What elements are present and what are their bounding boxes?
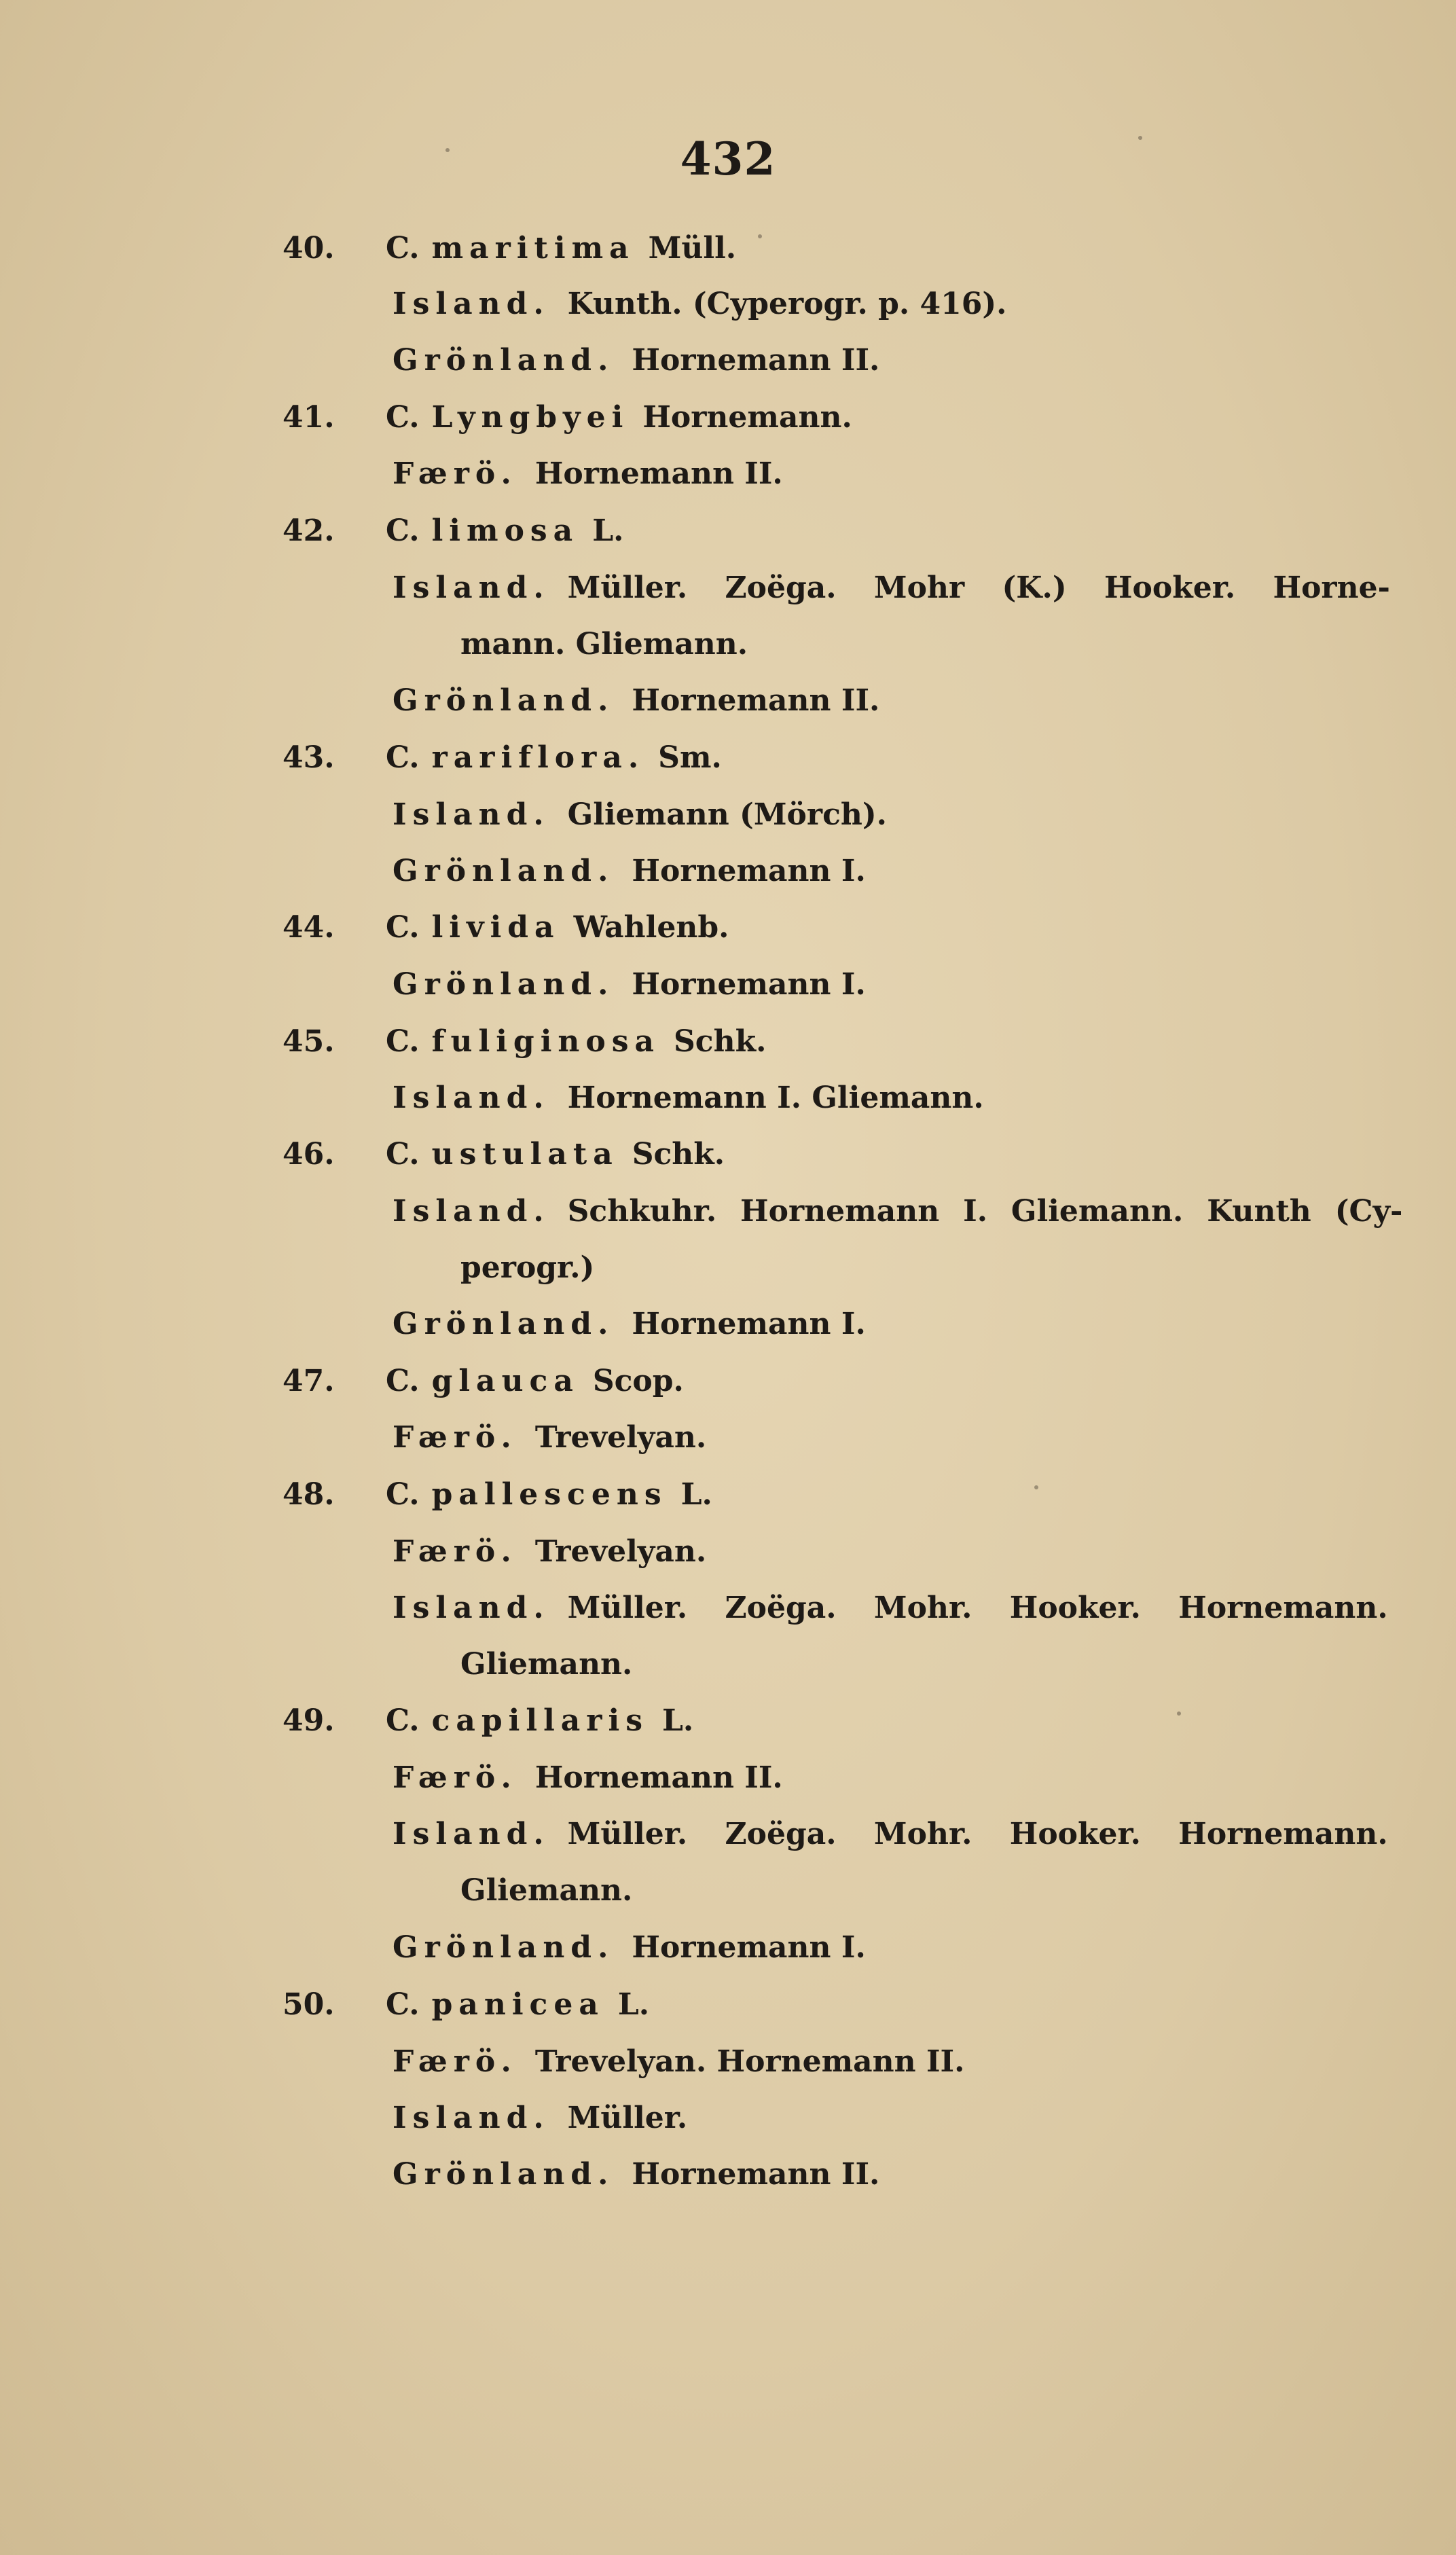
region-name: Island. bbox=[393, 287, 550, 321]
species-name-line bbox=[386, 511, 623, 551]
locality-record bbox=[393, 1814, 1388, 1855]
entry-number: 45. bbox=[283, 1024, 335, 1059]
citation-continuation: mann. Gliemann. bbox=[460, 627, 748, 662]
page-number: 432 bbox=[680, 132, 776, 185]
locality-record bbox=[393, 1191, 1402, 1232]
locality-record bbox=[393, 2042, 964, 2082]
genus-abbrev: C. bbox=[386, 1364, 420, 1398]
region-name: Grönland. bbox=[393, 343, 615, 378]
region-name: Island. bbox=[393, 1194, 550, 1229]
species-name-line bbox=[386, 1985, 649, 2025]
paper-speck bbox=[1177, 1711, 1181, 1716]
species-epithet: pallescens bbox=[431, 1477, 668, 1512]
region-name: Island. bbox=[393, 2101, 550, 2135]
region-name: Grönland. bbox=[393, 683, 615, 718]
species-epithet: ustulata bbox=[431, 1137, 619, 1172]
genus-abbrev: C. bbox=[386, 1987, 420, 2022]
locality-record bbox=[393, 851, 866, 892]
species-name-line bbox=[386, 1021, 766, 1062]
species-author: L. bbox=[592, 513, 624, 548]
entry-number: 40. bbox=[283, 231, 335, 266]
species-name-line bbox=[386, 738, 722, 778]
source-citations: Gliemann (Mörch). bbox=[567, 797, 887, 832]
species-author: Schk. bbox=[674, 1024, 767, 1059]
species-author: Schk. bbox=[632, 1137, 725, 1172]
locality-record bbox=[393, 454, 783, 494]
species-name-line bbox=[386, 397, 852, 438]
source-citations: Müller. Zoëga. Mohr (K.) Hooker. Horne- bbox=[567, 570, 1390, 605]
source-citations: Trevelyan. bbox=[534, 1534, 707, 1569]
paper-speck bbox=[1138, 136, 1142, 140]
source-citations: Hornemann II. bbox=[534, 1760, 783, 1795]
entry-number: 41. bbox=[283, 400, 335, 435]
species-epithet: livida bbox=[431, 910, 560, 945]
species-epithet: glauca bbox=[431, 1364, 579, 1398]
locality-record bbox=[393, 284, 1007, 325]
source-citations: Müller. bbox=[567, 2101, 688, 2135]
locality-record bbox=[393, 1304, 866, 1345]
species-author: Wahlenb. bbox=[573, 910, 729, 945]
paper-speck bbox=[1034, 1485, 1038, 1489]
source-citations: Schkuhr. Hornemann I. Gliemann. Kunth (Cy- bbox=[567, 1194, 1403, 1229]
species-author: Hornemann. bbox=[642, 400, 852, 435]
locality-record bbox=[393, 1758, 783, 1798]
entry-number: 49. bbox=[283, 1703, 335, 1738]
source-citations: Hornemann II. bbox=[632, 343, 880, 378]
region-name: Island. bbox=[393, 570, 550, 605]
species-epithet: fuliginosa bbox=[431, 1024, 661, 1059]
locality-record bbox=[393, 681, 879, 721]
locality-record bbox=[393, 1417, 706, 1458]
source-citations: Müller. Zoëga. Mohr. Hooker. Hornemann. bbox=[567, 1817, 1388, 1851]
locality-record bbox=[393, 2154, 879, 2195]
source-citations: Hornemann II. bbox=[632, 683, 880, 718]
source-citations: Hornemann II. bbox=[534, 456, 783, 491]
genus-abbrev: C. bbox=[386, 1477, 420, 1512]
source-citations: Hornemann II. bbox=[632, 2157, 880, 2192]
species-author: Sm. bbox=[658, 740, 722, 775]
locality-record bbox=[393, 2098, 687, 2139]
citation-continuation: Gliemann. bbox=[460, 1873, 633, 1908]
species-name-line bbox=[386, 1474, 712, 1515]
region-name: Grönland. bbox=[393, 1307, 615, 1341]
genus-abbrev: C. bbox=[386, 910, 420, 945]
species-name-line bbox=[386, 1361, 684, 1402]
entry-number: 50. bbox=[283, 1987, 335, 2022]
genus-abbrev: C. bbox=[386, 513, 420, 548]
region-name: Færö. bbox=[393, 2044, 517, 2079]
species-author: L. bbox=[617, 1987, 650, 2022]
locality-record bbox=[393, 795, 887, 835]
entry-number: 47. bbox=[283, 1364, 335, 1398]
source-citations: Kunth. (Cyperogr. p. 416). bbox=[567, 287, 1007, 321]
citation-continuation: perogr.) bbox=[460, 1250, 595, 1285]
species-epithet: limosa bbox=[431, 513, 579, 548]
region-name: Grönland. bbox=[393, 2157, 615, 2192]
genus-abbrev: C. bbox=[386, 1137, 420, 1172]
genus-abbrev: C. bbox=[386, 1024, 420, 1059]
species-epithet: Lyngbyei bbox=[431, 400, 630, 435]
source-citations: Trevelyan. bbox=[534, 1420, 707, 1455]
region-name: Færö. bbox=[393, 1760, 517, 1795]
source-citations: Hornemann I. bbox=[632, 854, 866, 888]
region-name: Island. bbox=[393, 1081, 550, 1115]
locality-record bbox=[393, 964, 866, 1005]
source-citations: Hornemann I. bbox=[632, 1307, 866, 1341]
species-author: L. bbox=[680, 1477, 712, 1512]
species-name-line bbox=[386, 1701, 693, 1741]
species-name-line bbox=[386, 1134, 725, 1175]
region-name: Færö. bbox=[393, 456, 517, 491]
source-citations: Hornemann I. bbox=[632, 967, 866, 1002]
species-epithet: panicea bbox=[431, 1987, 604, 2022]
paper-speck bbox=[758, 234, 762, 238]
genus-abbrev: C. bbox=[386, 231, 420, 266]
species-epithet: rariflora. bbox=[431, 740, 645, 775]
locality-record bbox=[393, 568, 1390, 609]
entry-number: 46. bbox=[283, 1137, 335, 1172]
region-name: Island. bbox=[393, 1817, 550, 1851]
locality-record bbox=[393, 1532, 706, 1572]
species-author: Scop. bbox=[592, 1364, 684, 1398]
species-author: L. bbox=[661, 1703, 694, 1738]
species-epithet: capillaris bbox=[431, 1703, 649, 1738]
species-name-line bbox=[386, 907, 729, 948]
region-name: Grönland. bbox=[393, 1930, 615, 1965]
locality-record bbox=[393, 1927, 866, 1968]
source-citations: Hornemann I. Gliemann. bbox=[567, 1081, 984, 1115]
locality-record bbox=[393, 1078, 984, 1119]
entry-number: 43. bbox=[283, 740, 335, 775]
source-citations: Hornemann I. bbox=[632, 1930, 866, 1965]
locality-record bbox=[393, 340, 879, 381]
species-author: Müll. bbox=[648, 231, 737, 266]
entry-number: 44. bbox=[283, 910, 335, 945]
genus-abbrev: C. bbox=[386, 1703, 420, 1738]
region-name: Grönland. bbox=[393, 854, 615, 888]
entry-number: 42. bbox=[283, 513, 335, 548]
paper-speck bbox=[445, 148, 450, 152]
region-name: Færö. bbox=[393, 1420, 517, 1455]
region-name: Island. bbox=[393, 1591, 550, 1625]
citation-continuation: Gliemann. bbox=[460, 1647, 633, 1682]
region-name: Island. bbox=[393, 797, 550, 832]
genus-abbrev: C. bbox=[386, 400, 420, 435]
source-citations: Trevelyan. Hornemann II. bbox=[534, 2044, 965, 2079]
source-citations: Müller. Zoëga. Mohr. Hooker. Hornemann. bbox=[567, 1591, 1388, 1625]
region-name: Grönland. bbox=[393, 967, 615, 1002]
locality-record bbox=[393, 1588, 1388, 1629]
genus-abbrev: C. bbox=[386, 740, 420, 775]
species-epithet: maritima bbox=[431, 231, 635, 266]
entry-number: 48. bbox=[283, 1477, 335, 1512]
region-name: Færö. bbox=[393, 1534, 517, 1569]
species-name-line bbox=[386, 228, 736, 269]
